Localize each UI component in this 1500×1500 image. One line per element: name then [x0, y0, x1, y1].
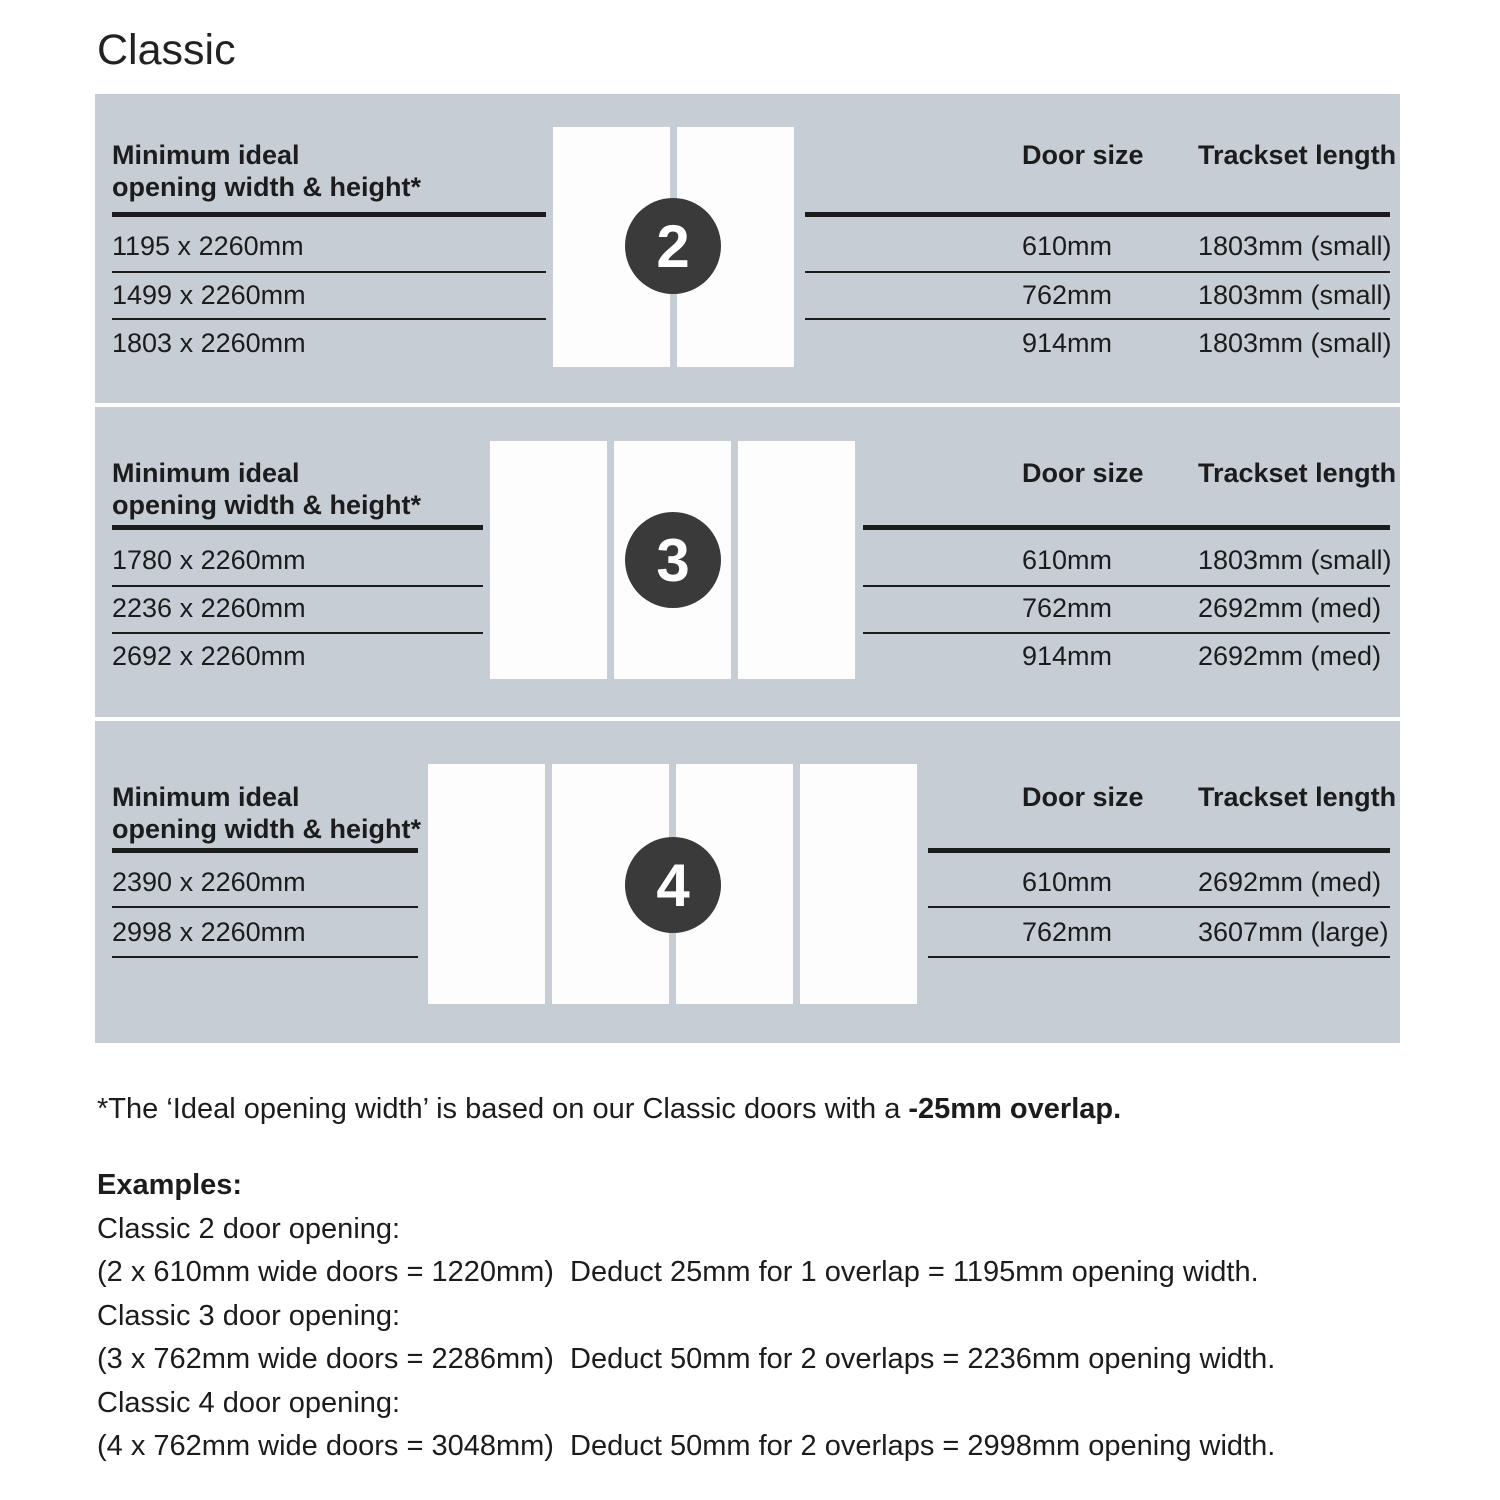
door-size-value: 914mm — [1022, 641, 1113, 671]
header-rule-right — [928, 848, 1390, 853]
row-rule-left — [112, 318, 546, 320]
door-count-badge: 3 — [625, 512, 721, 608]
trackset-header: Trackset length — [1198, 140, 1397, 170]
opening-value: 1195 x 2260mm — [112, 231, 304, 261]
min-opening-header-line2: opening width & height* — [112, 172, 421, 202]
opening-value: 1780 x 2260mm — [112, 545, 306, 575]
trackset-value: 1803mm (small) — [1198, 328, 1392, 358]
example-detail: (3 x 762mm wide doors = 2286mm) Deduct 50mm for 2 overlaps = 2236mm opening width. — [97, 1343, 1276, 1375]
trackset-value: 2692mm (med) — [1198, 867, 1382, 897]
door-size-value: 610mm — [1022, 545, 1113, 575]
header-rule-left — [112, 212, 546, 217]
header-rule-right — [805, 212, 1390, 217]
min-opening-header-line1: Minimum ideal — [112, 458, 300, 488]
door-panel — [800, 764, 917, 1004]
trackset-value: 2692mm (med) — [1198, 593, 1382, 623]
trackset-value: 3607mm (large) — [1198, 917, 1389, 947]
footnote-text: *The ‘Ideal opening width’ is based on our Classic doors with a — [97, 1093, 909, 1125]
min-opening-header-line2: opening width & height* — [112, 814, 421, 844]
row-rule-right — [928, 956, 1390, 958]
opening-value: 2998 x 2260mm — [112, 917, 306, 947]
opening-value: 1499 x 2260mm — [112, 280, 306, 310]
opening-value: 1803 x 2260mm — [112, 328, 306, 358]
trackset-header: Trackset length — [1198, 782, 1397, 812]
door-size-value: 914mm — [1022, 328, 1113, 358]
header-rule-left — [112, 848, 418, 853]
door-size-header: Door size — [1022, 458, 1144, 488]
section-divider — [95, 403, 1400, 407]
row-rule-left — [112, 906, 418, 908]
row-rule-right — [805, 271, 1390, 273]
footnote-bold: -25mm overlap. — [908, 1093, 1122, 1125]
row-rule-right — [863, 585, 1390, 587]
door-count-badge: 4 — [625, 837, 721, 933]
door-size-value: 762mm — [1022, 917, 1113, 947]
trackset-value: 1803mm (small) — [1198, 280, 1392, 310]
example-detail: (2 x 610mm wide doors = 1220mm) Deduct 25mm for 1 overlap = 1195mm opening width. — [97, 1256, 1259, 1288]
door-size-header: Door size — [1022, 782, 1144, 812]
door-panel — [490, 441, 607, 679]
trackset-header: Trackset length — [1198, 458, 1397, 488]
row-rule-right — [805, 318, 1390, 320]
example-label: Classic 3 door opening: — [97, 1300, 401, 1332]
header-rule-left — [112, 525, 483, 530]
min-opening-header — [112, 139, 421, 203]
header-rule-right — [863, 525, 1390, 530]
row-rule-left — [112, 956, 418, 958]
min-opening-header-line1: Minimum ideal — [112, 140, 300, 170]
min-opening-header — [112, 457, 421, 521]
door-size-value: 762mm — [1022, 280, 1113, 310]
door-size-value: 762mm — [1022, 593, 1113, 623]
door-panel — [738, 441, 855, 679]
min-opening-header — [112, 781, 421, 845]
spec-panel — [95, 94, 1400, 1043]
example-detail: (4 x 762mm wide doors = 3048mm) Deduct 50mm for 2 overlaps = 2998mm opening width. — [97, 1430, 1276, 1462]
examples-heading: Examples: — [97, 1169, 243, 1201]
min-opening-header-line1: Minimum ideal — [112, 782, 300, 812]
door-size-value: 610mm — [1022, 867, 1113, 897]
row-rule-right — [928, 906, 1390, 908]
trackset-value: 2692mm (med) — [1198, 641, 1382, 671]
door-panel — [428, 764, 545, 1004]
trackset-value: 1803mm (small) — [1198, 231, 1392, 261]
row-rule-right — [863, 632, 1390, 634]
door-size-header: Door size — [1022, 140, 1144, 170]
opening-value: 2236 x 2260mm — [112, 593, 306, 623]
opening-value: 2692 x 2260mm — [112, 641, 306, 671]
example-label: Classic 4 door opening: — [97, 1387, 401, 1419]
row-rule-left — [112, 585, 483, 587]
example-label: Classic 2 door opening: — [97, 1213, 401, 1245]
opening-value: 2390 x 2260mm — [112, 867, 306, 897]
row-rule-left — [112, 632, 483, 634]
trackset-value: 1803mm (small) — [1198, 545, 1392, 575]
door-size-value: 610mm — [1022, 231, 1113, 261]
min-opening-header-line2: opening width & height* — [112, 490, 421, 520]
section-divider — [95, 717, 1400, 721]
page-title: Classic — [97, 26, 236, 74]
row-rule-left — [112, 271, 546, 273]
door-count-badge: 2 — [625, 198, 721, 294]
footnote — [97, 1092, 1121, 1126]
